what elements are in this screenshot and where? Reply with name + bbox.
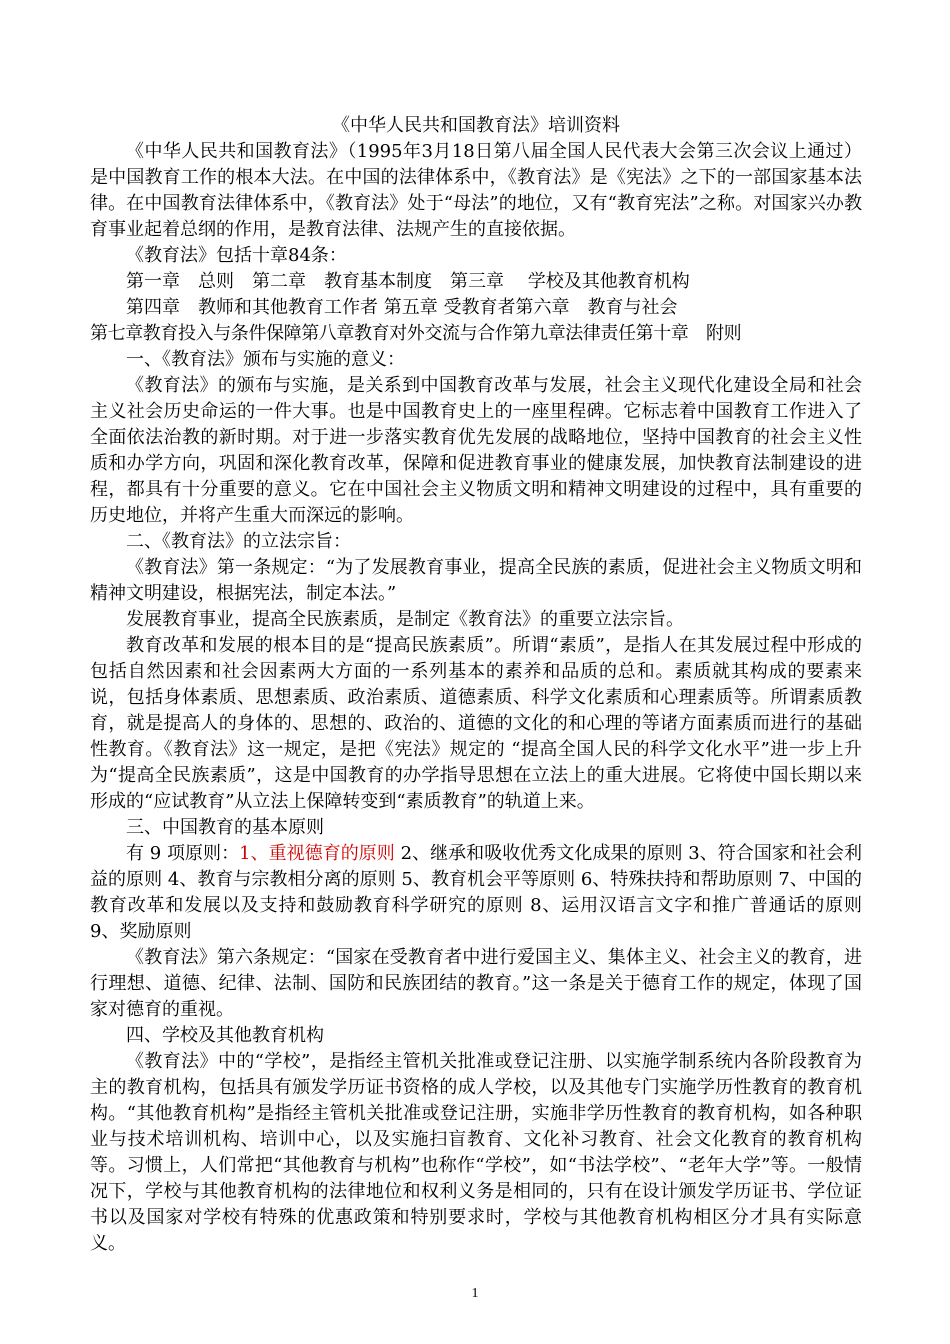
- page-number: 1: [471, 1286, 479, 1301]
- section-3-heading: 三、中国教育的基本原则: [126, 817, 324, 838]
- section-2-heading: 二、《教育法》的立法宗旨：: [126, 531, 351, 552]
- chapters-line-2: 第四章 教师和其他教育工作者 第五章 受教育者第六章 教育与社会: [126, 297, 678, 318]
- document-body: [90, 113, 862, 1257]
- document-title: 《中华人民共和国教育法》培训资料: [332, 115, 620, 136]
- structure-line: 《教育法》包括十章84条：: [126, 245, 347, 266]
- section-2-paragraph-2: 发展教育事业，提高全民族素质，是制定《教育法》的重要立法宗旨。: [126, 609, 684, 630]
- section-1-heading: 一、《教育法》颁布与实施的意义：: [126, 349, 405, 370]
- section-3-paragraph-1: [90, 841, 862, 945]
- section-2-paragraph-1: 《教育法》第一条规定：“为了发展教育事业，提高全民族的素质，促进社会主义物质文明和精神文明建设，根据宪法，制定本法。”: [90, 557, 862, 604]
- principles-prefix: 有 9 项原则：: [126, 843, 240, 864]
- section-4-heading: 四、学校及其他教育机构: [126, 1025, 324, 1046]
- section-2-paragraph-3: 教育改革和发展的根本目的是“提高民族素质”。所谓“素质”，是指人在其发展过程中形成的包括自然因素和社会因素两大方面的一系列基本的素养和品质的总和。素质就其构成的要素来说，包括身体素质、思想素质、政治素质、道德素质、科学文化素质和心理素质等。所谓素质教育，就是提高人的身体的、思想的、政治的、道德的文化的和心理的等诸方面素质而进行的基础性教育。《教育法》这一规定，是把《宪法》规定的 “提高全国人民的科学文化水平”进一步上升为“提高全民族素质”，这是中国教育的办学指导思想在立法上的重大进展。它将使中国长期以来形成的“应试教育”从立法上保障转变到“素质教育”的轨道上来。: [90, 635, 862, 812]
- section-4-paragraph: 《教育法》中的“学校”，是指经主管机关批准或登记注册、以实施学制系统内各阶段教育为主的教育机构，包括具有颁发学历证书资格的成人学校，以及其他专门实施学历性教育的教育机构。“其他教育机构”是指经主管机关批准或登记注册，实施非学历性教育的教育机构，如各种职业与技术培训机构、培训中心，以及实施扫盲教育、文化补习教育、社会文化教育的教育机构等。习惯上，人们常把“其他教育与机构”也称作“学校”，如“书法学校”、“老年大学”等。一般情况下，学校与其他教育机构的法律地位和权利义务是相同的，只有在设计颁发学历证书、学位证书以及国家对学校有特殊的优惠政策和特别要求时，学校与其他教育机构相区分才具有实际意义。: [90, 1051, 862, 1254]
- chapters-line-1: 第一章 总则 第二章 教育基本制度 第三章 学校及其他教育机构: [126, 271, 690, 292]
- principles-rest: 2、继承和吸收优秀文化成果的原则 3、符合国家和社会利益的原则 4、教育与宗教相分离的原则 5、教育机会平等原则 6、特殊扶持和帮助原则 7、中国的教育改革和发展以及支持和鼓励教育科学研究的原则 8、运用汉语言文字和推广普通话的原则 9、奖励原则: [90, 843, 862, 942]
- section-1-paragraph: 《教育法》的颁布与实施，是关系到中国教育改革与发展，社会主义现代化建设全局和社会主义社会历史命运的一件大事。也是中国教育史上的一座里程碑。它标志着中国教育工作进入了全面依法治教的新时期。对于进一步落实教育优先发展的战略地位，坚持中国教育的社会主义性质和办学方向，巩固和深化教育改革，保障和促进教育事业的健康发展，加快教育法制建设的进程，都具有十分重要的意义。它在中国社会主义物质文明和精神文明建设的过程中，具有重要的历史地位，并将产生重大而深远的影响。: [90, 375, 862, 526]
- chapters-line-3: 第七章教育投入与条件保障第八章教育对外交流与合作第九章法律责任第十章 附则: [90, 323, 742, 344]
- principle-1-highlight: 1、重视德育的原则: [239, 843, 395, 864]
- section-3-paragraph-2: 《教育法》第六条规定：“国家在受教育者中进行爱国主义、集体主义、社会主义的教育，进行理想、道德、纪律、法制、国防和民族团结的教育。”这一条是关于德育工作的规定，体现了国家对德育的重视。: [90, 947, 862, 1020]
- intro-paragraph: 《中华人民共和国教育法》（1995年3月18日第八届全国人民代表大会第三次会议上通过）是中国教育工作的根本大法。在中国的法律体系中，《教育法》是《宪法》之下的一部国家基本法律。在中国教育法律体系中，《教育法》处于“母法”的地位，又有“教育宪法”之称。对国家兴办教育事业起着总纲的作用，是教育法律、法规产生的直接依据。: [90, 141, 862, 240]
